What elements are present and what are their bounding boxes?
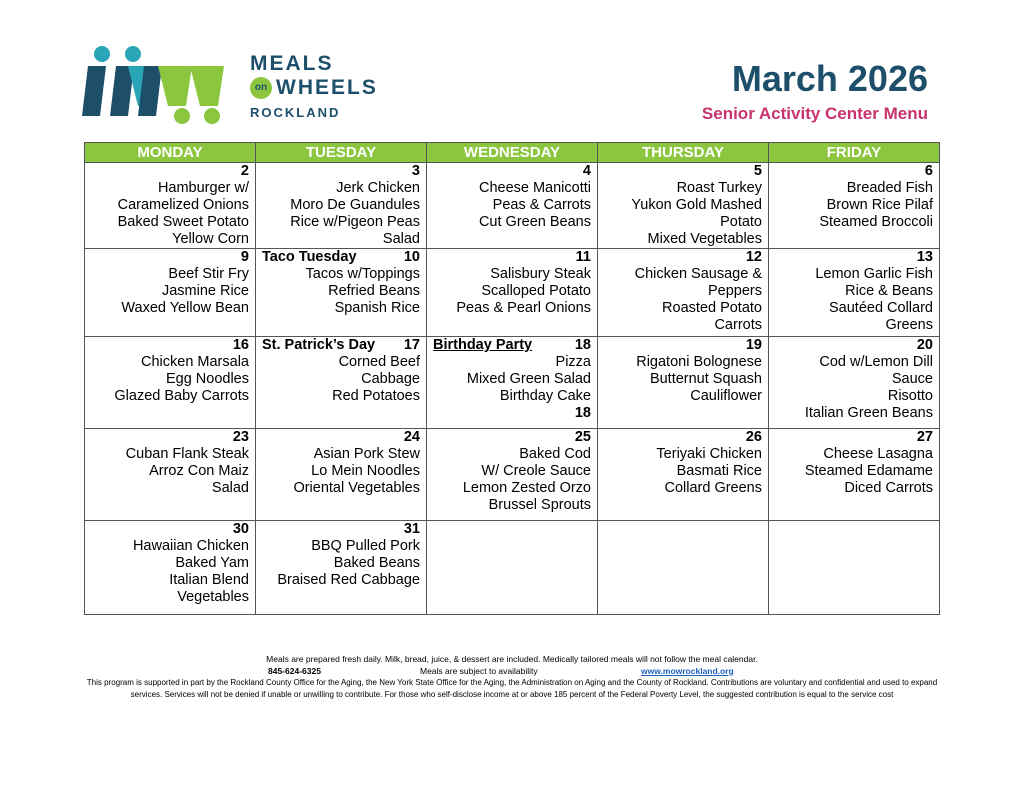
menu-item: Cuban Flank Steak xyxy=(125,446,249,462)
day-cell xyxy=(427,429,598,521)
day-number: 5 xyxy=(753,163,762,179)
day-cell xyxy=(427,249,598,337)
footer-support-text: This program is supported in part by the Rockland County Office for the Aging, the New York State Office for the Aging, the Administration on Aging and the County of Rockland. Contributions are voluntary and confidential and used to expand services. Services will not be denied if unable or unwilling to contribute. For those who self-disclose income at or above 185 percent of the Federal Poverty Level, the suggested contribution is equal to the service cost xyxy=(86,678,938,699)
menu-item: Peas & Pearl Onions xyxy=(456,300,591,316)
menu-item: Egg Noodles xyxy=(165,371,249,387)
menu-item: Collard Greens xyxy=(664,480,762,496)
brand-line1: MEALS xyxy=(250,52,334,75)
menu-item: W/ Creole Sauce xyxy=(481,463,591,479)
footer xyxy=(0,653,1024,701)
menu-item: Arroz Con Maiz xyxy=(149,463,249,479)
menu-item: Breaded Fish xyxy=(846,180,933,196)
footer-note: Meals are prepared fresh daily. Milk, bread, juice, & dessert are included. Medically tailored meals will not follow the meal calendar. xyxy=(266,654,758,664)
day-event-label: Birthday Party xyxy=(433,337,533,353)
menu-item: Mixed Vegetables xyxy=(647,231,762,247)
menu-item: Teriyaki Chicken xyxy=(656,446,762,462)
week-row xyxy=(85,249,940,337)
menu-item: Yukon Gold Mashed xyxy=(631,197,762,213)
menu-item: Sauce xyxy=(891,371,933,387)
menu-item: Lo Mein Noodles xyxy=(311,463,420,479)
menu-item: Risotto xyxy=(887,388,933,404)
day-number: 24 xyxy=(403,429,420,445)
menu-item: Baked Sweet Potato xyxy=(117,214,249,230)
menu-item: 18 xyxy=(574,405,591,421)
day-cell xyxy=(256,163,427,249)
day-number: 18 xyxy=(574,337,591,353)
weekday-header: MONDAY xyxy=(85,143,256,163)
day-cell xyxy=(427,163,598,249)
menu-item: Cut Green Beans xyxy=(478,214,591,230)
day-number: 2 xyxy=(240,163,249,179)
day-number: 10 xyxy=(403,249,420,265)
menu-item: Scalloped Potato xyxy=(481,283,591,299)
menu-item: Diced Carrots xyxy=(844,480,933,496)
menu-item: Baked Beans xyxy=(333,555,420,571)
menu-item: Cheese Manicotti xyxy=(478,180,591,196)
menu-item: Jasmine Rice xyxy=(161,283,249,299)
menu-item: Refried Beans xyxy=(328,283,420,299)
menu-item: Oriental Vegetables xyxy=(293,480,420,496)
day-number: 25 xyxy=(574,429,591,445)
menu-item: Cheese Lasagna xyxy=(823,446,933,462)
menu-item: Potato xyxy=(720,214,762,230)
brand-line2: WHEELS xyxy=(276,76,378,99)
menu-item: Baked Cod xyxy=(519,446,591,462)
menu-item: Roast Turkey xyxy=(676,180,762,196)
menu-item: Waxed Yellow Bean xyxy=(121,300,249,316)
menu-item: Yellow Corn xyxy=(172,231,249,247)
day-number: 23 xyxy=(232,429,249,445)
brand-line3: ROCKLAND xyxy=(250,105,341,120)
day-cell xyxy=(769,521,940,615)
menu-item: Glazed Baby Carrots xyxy=(114,388,249,404)
day-cell xyxy=(598,521,769,615)
menu-item: Sautéed Collard xyxy=(829,300,933,316)
day-number: 19 xyxy=(745,337,762,353)
day-cell xyxy=(427,337,598,429)
menu-item: Red Potatoes xyxy=(332,388,420,404)
menu-calendar xyxy=(84,142,940,615)
day-cell xyxy=(598,249,769,337)
day-number: 17 xyxy=(403,337,420,353)
day-cell xyxy=(598,163,769,249)
menu-item: Birthday Cake xyxy=(499,388,591,404)
weekday-header: TUESDAY xyxy=(256,143,427,163)
menu-item: Greens xyxy=(885,317,933,333)
menu-item: Steamed Broccoli xyxy=(819,214,933,230)
menu-item: Italian Green Beans xyxy=(804,405,933,421)
menu-item: Salad xyxy=(211,480,249,496)
weekday-header-row xyxy=(85,143,940,163)
week-row xyxy=(85,163,940,249)
week-row xyxy=(85,429,940,521)
menu-item: Steamed Edamame xyxy=(804,463,933,479)
day-number: 6 xyxy=(924,163,933,179)
day-number: 26 xyxy=(745,429,762,445)
day-cell xyxy=(85,249,256,337)
day-cell xyxy=(85,521,256,615)
menu-item: Rice w/Pigeon Peas xyxy=(290,214,420,230)
weekday-header: THURSDAY xyxy=(598,143,769,163)
day-number: 4 xyxy=(582,163,591,179)
menu-item: Brown Rice Pilaf xyxy=(826,197,933,213)
menu-item: Chicken Marsala xyxy=(141,354,249,370)
menu-item: Baked Yam xyxy=(175,555,249,571)
menu-item: Jerk Chicken xyxy=(336,180,420,196)
day-number: 27 xyxy=(916,429,933,445)
menu-item: Carrots xyxy=(714,317,762,333)
menu-item: Butternut Squash xyxy=(649,371,762,387)
menu-item: Italian Blend xyxy=(169,572,249,588)
meals-on-wheels-logo xyxy=(78,44,388,126)
day-cell xyxy=(769,249,940,337)
day-number: 3 xyxy=(411,163,420,179)
page-title: March 2026 xyxy=(731,58,928,99)
day-number: 20 xyxy=(916,337,933,353)
menu-item: Rigatoni Bolognese xyxy=(636,354,762,370)
day-cell xyxy=(85,429,256,521)
menu-item: Pizza xyxy=(555,354,591,370)
day-number: 31 xyxy=(403,521,420,537)
menu-item: Cod w/Lemon Dill xyxy=(819,354,933,370)
menu-item: Hawaiian Chicken xyxy=(132,538,249,554)
day-number: 11 xyxy=(575,249,591,265)
menu-item: Lemon Garlic Fish xyxy=(815,266,933,282)
menu-item: Cabbage xyxy=(361,371,420,387)
footer-website-link[interactable]: www.mowrockland.org xyxy=(641,666,734,676)
menu-item: Spanish Rice xyxy=(334,300,420,316)
menu-item: Rice & Beans xyxy=(845,283,933,299)
week-row xyxy=(85,521,940,615)
day-cell xyxy=(598,429,769,521)
menu-item: Caramelized Onions xyxy=(117,197,249,213)
day-number: 12 xyxy=(745,249,762,265)
day-number: 30 xyxy=(232,521,249,537)
brand-on-badge: on xyxy=(250,77,272,99)
day-number: 9 xyxy=(240,249,249,265)
day-cell xyxy=(769,429,940,521)
menu-item: Moro De Guandules xyxy=(290,197,420,213)
day-number: 13 xyxy=(916,249,933,265)
menu-item: Beef Stir Fry xyxy=(168,266,249,282)
day-cell xyxy=(598,337,769,429)
menu-item: Braised Red Cabbage xyxy=(277,572,420,588)
day-cell xyxy=(769,337,940,429)
menu-item: Vegetables xyxy=(177,589,249,605)
menu-item: Salad xyxy=(382,231,420,247)
day-cell xyxy=(427,521,598,615)
footer-phone: 845-624-6325 xyxy=(268,666,321,676)
menu-item: Peas & Carrots xyxy=(492,197,591,213)
menu-item: BBQ Pulled Pork xyxy=(311,538,420,554)
menu-item: Cauliflower xyxy=(690,388,762,404)
menu-item: Hamburger w/ xyxy=(157,180,249,196)
menu-item: Peppers xyxy=(707,283,762,299)
menu-item: Mixed Green Salad xyxy=(466,371,591,387)
weekday-header: WEDNESDAY xyxy=(427,143,598,163)
day-cell xyxy=(85,163,256,249)
menu-item: Basmati Rice xyxy=(676,463,762,479)
menu-item: Lemon Zested Orzo xyxy=(462,480,591,496)
day-event-label: St. Patrick’s Day xyxy=(262,337,376,353)
day-event-label: Taco Tuesday xyxy=(262,249,357,265)
menu-item: Brussel Sprouts xyxy=(488,497,591,513)
menu-item: Roasted Potato xyxy=(662,300,762,316)
weekday-header: FRIDAY xyxy=(769,143,940,163)
day-cell xyxy=(769,163,940,249)
menu-item: Chicken Sausage & xyxy=(634,266,762,282)
logo-mark-icon xyxy=(78,44,248,126)
day-cell xyxy=(256,429,427,521)
day-cell xyxy=(85,337,256,429)
menu-item: Asian Pork Stew xyxy=(313,446,420,462)
menu-item: Corned Beef xyxy=(338,354,420,370)
footer-availability: Meals are subject to availability xyxy=(420,666,538,676)
day-number: 16 xyxy=(232,337,249,353)
menu-item: Salisbury Steak xyxy=(490,266,591,282)
day-cell xyxy=(256,337,427,429)
day-cell xyxy=(256,521,427,615)
menu-item: Tacos w/Toppings xyxy=(305,266,420,282)
week-row xyxy=(85,337,940,429)
page-subtitle: Senior Activity Center Menu xyxy=(701,104,928,123)
day-cell xyxy=(256,249,427,337)
